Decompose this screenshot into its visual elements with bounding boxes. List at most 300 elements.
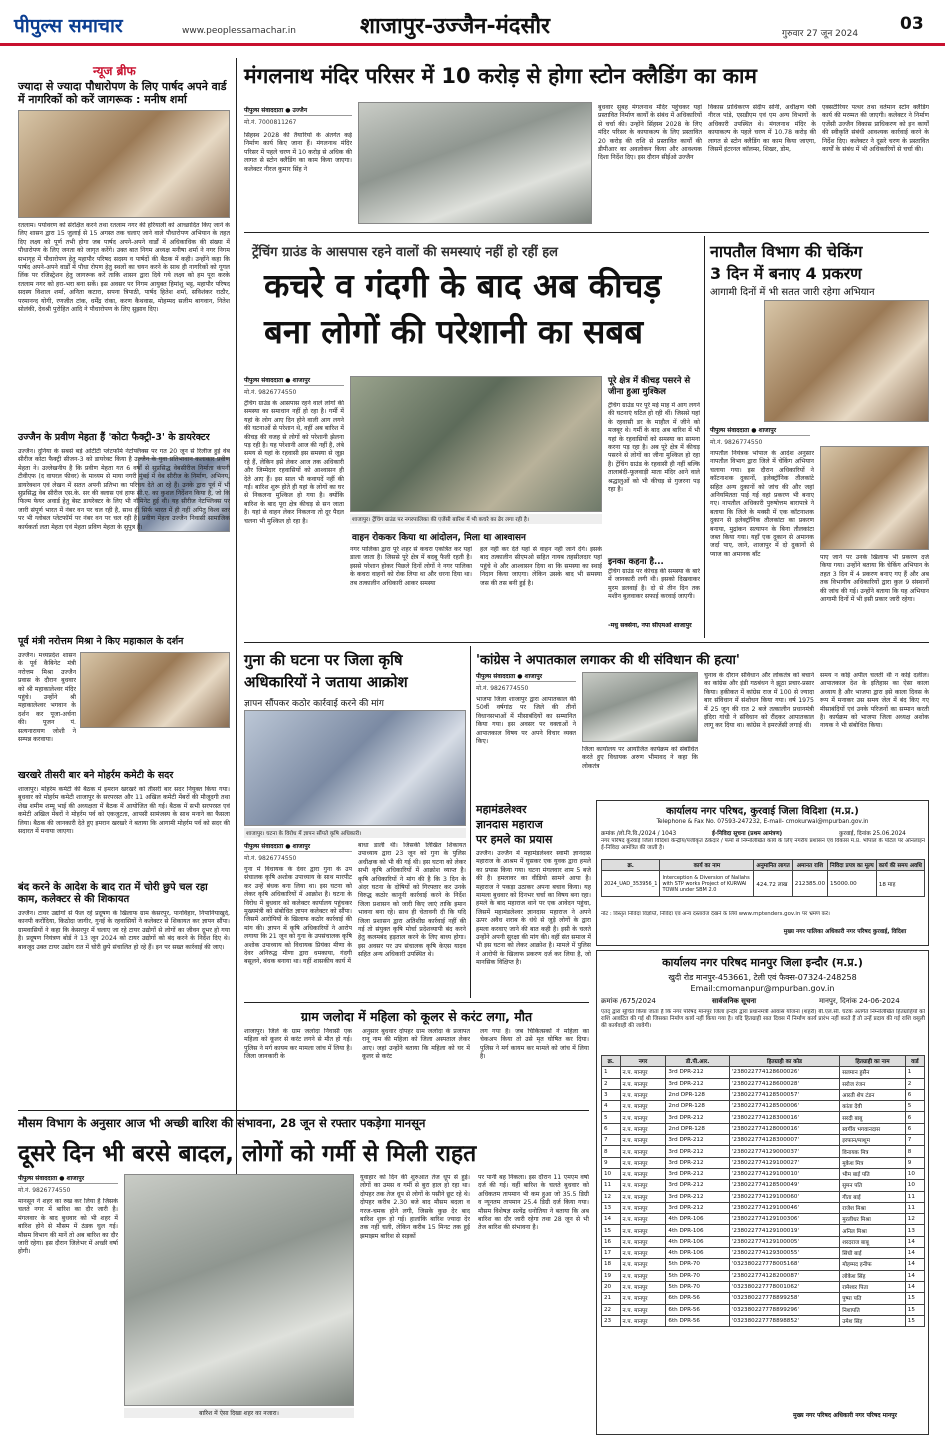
table-cell: 15 [602, 1225, 621, 1236]
story-cooler [244, 1002, 589, 1106]
table-cell: स्वर्गीय भगवानदास [840, 1123, 906, 1134]
trenching-quote-body: ट्रेंचिंग ग्राउंड पर कीचड़ की समस्या के बारे में जानकारी लगी थी। इसको दिखवाकर मुरम डलवाई है। दो से तीन दिन तक मशीन बुलवाकर सफाई करवाई जाएगी। [608, 568, 700, 601]
weather-col-2: युवाहार को दिन की शुरुआत तेज धूप से हुई। लोगों का उमस व गर्मी से बुरा हाल हो रहा था। दोपहर तक तेज धूप से लोगों के पसीने छूट रहे थे। दोपहर करीब 2.30 बजे बाद मौसम बदला व गरज-चमक होने लगी, जिसके कुछ देर बाद बारिश शुरू हो गई। हालांकि बारिश ज्यादा देर तक नहीं चली, लेकिन करीब 15 मिनट तक हुई झमाझम बारिश से सड़कों [360, 1174, 470, 1240]
table-row [602, 1248, 925, 1259]
weather-col-1: मानसून ने शहर का रुख कर लिया है जिसके चलते नगर में बारिश का दौर जारी है। मंगलवार के बाद बुधवार को भी शहर में बारिश होने से मौसम में ठंडक घुल गई। मौसम विभाग की मानें तो अब बारिश का दौर जारी रहेगा। इस दौरान जिलेभर में अच्छी वर्षा होगी। [18, 1198, 118, 1256]
table-cell: 23 [602, 1315, 621, 1326]
column-divider [470, 646, 471, 998]
table-cell: 6 [905, 1089, 924, 1100]
congress-col-3: समय न कोई अपील चलती थी न कोई दलील। आपातकाल देश के इतिहास का ऐसा काला अध्याय है और भाजपा द्वारा इसे काला दिवस के रूप में मनाकर उस समय जेल में बंद किए गए मीसाबंदियों एवं उनके परिजनों का सम्मान करती है। कार्यक्रम को भाजपा जिला अध्यक्ष अशोक नायक ने भी संबोधित किया। [820, 672, 929, 730]
table-cell: न.प. मानपुर [620, 1270, 666, 1281]
table-cell: अनिल मिश्रा [840, 1225, 906, 1236]
kurwai-th: क्र. [602, 860, 660, 871]
table-cell: 15 [905, 1293, 924, 1304]
guna-photo-caption: शाजापुर। घटना के विरोध में ज्ञापन सौंपते कृषि अधिकारी। [244, 828, 466, 838]
manpur-th: हितग्राही का कोड [729, 1056, 839, 1067]
table-cell: '238022774128600028' [729, 1078, 839, 1089]
table-cell: '032380227778001062' [729, 1281, 839, 1292]
table-row [602, 1157, 925, 1168]
trenching-photo [350, 376, 602, 512]
table-row [602, 1225, 925, 1236]
brief-3-photo [80, 652, 230, 728]
table-cell: न.प. मानपुर [620, 1304, 666, 1315]
guna-mobile: मो.नं. 9826774550 [244, 855, 297, 862]
table-cell: 2 [905, 1078, 924, 1089]
website: www.peoplessamachar.in [182, 26, 296, 36]
guna-subhead: ज्ञापन सौंपकर कठोर कार्रवाई करने की मांग [244, 699, 384, 709]
table-cell: '238022774128000016' [729, 1123, 839, 1134]
table-cell: 2nd DPR-128 [666, 1089, 729, 1100]
table-cell: न.प. मानपुर [620, 1248, 666, 1259]
column-divider [704, 236, 705, 638]
naptol-headline-1: नापतौल विभाग की चेकिंग [710, 242, 863, 261]
brief-5-body: उज्जैन। टायर उद्योगों से फैल रहे प्रदूषण के खिलाफ ग्राम केसरपुर, पानविहार, निपानियाखुर्द, कानपी करोंदिया, किठोदा जागीर, गुनई के रहवासियों ने कलेक्टर से शिकायत कर ज्ञापन सौंपा। ग्रामवासियों ने कहा कि केसरपुर में चलाए जा रहे टायर उद्योगों से लोगों का जीवन दूभर हो गया है। प्रदूषण नियंत्रण बोर्ड ने 13 जून 2024 को टायर उद्योगों को बंद करने के निर्देश दिए थे। बावजूद उक्त टायर उद्योग रात में चोरी छुपे संचालित हो रहे हैं। इन पर सख्त कार्रवाई की जाए। [18, 910, 230, 951]
naptol-subhead: आगामी दिनों में भी सतत जारी रहेगा अभियान [710, 287, 875, 298]
table-cell: पुष्पा पति [840, 1293, 906, 1304]
table-cell: 17 [602, 1248, 621, 1259]
table-cell: सरोज रंजन [840, 1078, 906, 1089]
section-rule [244, 642, 929, 643]
table-cell: आरती शेप टंडन [840, 1089, 906, 1100]
manpur-title: कार्यालय नगर परिषद मानपुर जिला इन्दौर (म.प्र.) [662, 956, 863, 969]
manpur-th: नगर [620, 1056, 666, 1067]
table-cell: 7 [602, 1135, 621, 1146]
manpur-signature: मुख्य नगर परिषद अधिकारी नगर परिषद मानपुर [793, 1412, 897, 1419]
weather-photo [124, 1174, 354, 1406]
table-cell: 21 [602, 1293, 621, 1304]
mangalnath-photo [358, 102, 592, 224]
table-cell: न.प. मानपुर [620, 1191, 666, 1202]
table-cell: न.प. मानपुर [620, 1101, 666, 1112]
table-cell: '238022774128300007' [729, 1135, 839, 1146]
table-cell: 10 [602, 1168, 621, 1179]
manpur-th: डी.पी.आर. [666, 1056, 729, 1067]
table-cell: '032380227778005168' [729, 1259, 839, 1270]
kurwai-th: कार्य की समय अवधि [876, 860, 924, 871]
table-cell: 18 [602, 1259, 621, 1270]
table-cell: 7 [905, 1135, 924, 1146]
tender-kurwai [596, 800, 929, 946]
table-row [602, 1259, 925, 1270]
table-cell: न.प. मानपुर [620, 1067, 666, 1078]
table-row [602, 1281, 925, 1292]
mangalnath-col-3: विकास प्राधिकरण संदीप सोनी, अधीक्षण यंत्री नीरज पांडे, एसडीएम एवं एम अन्य विभागों के अधिकारी उपस्थित थे। मंगलनाथ मंदिर के कायाकल्प के पहले चरण में 10.78 करोड़ की लागत से स्टोन क्लैडिंग का काम किया जाएगा, जिसमें इंटरनल कॉलम्स, शिखर, डोम, [708, 104, 816, 154]
cooler-headline: ग्राम जलोदा में महिला को कूलर से करंट लगा, मौत [300, 1009, 533, 1024]
table-cell: 3rd DPR-212 [666, 1191, 729, 1202]
story-naptol [710, 236, 929, 638]
table-cell: 6th DPR-56 [666, 1315, 729, 1326]
table-cell: 4th DPR-106 [666, 1214, 729, 1225]
guna-headline-1: गुना की घटना पर जिला कृषि [244, 651, 403, 669]
table-cell: 5 [602, 1112, 621, 1123]
table-cell: 9 [602, 1157, 621, 1168]
brief-3-body: उज्जैन। मध्यप्रदेश शासन के पूर्व कैबिनेट मंत्री नरोत्तम मिश्रा उज्जैन प्रवास के दौरान बुधवार को श्री महाकालेश्वर मंदिर पहुंचे। उन्होंने श्री महाकालेश्वर भगवान के दर्शन कर पूजा-अर्चना की। पूजन पं. सत्यनारायण जोशी ने सम्पन्न करवाया। [18, 652, 76, 744]
table-cell: 12 [905, 1214, 924, 1225]
table-cell: 20 [602, 1281, 621, 1292]
brief-4-body: शाजापुर। मोहर्रम कमेटी की बैठक में इमरान खरखरे को तीसरी बार सदर नियुक्त किया गया। बुधवार को मोहर्रम कमेटी शाजापुर के सरपरस्त और 11 अखिल कमेटी मेंबरों की मौजूदगी तथा शेख शमीम शम्मू भाई की अध्यक्षता में बैठक में आयोजित की गई। बैठक में सभी सरपरस्त एवं कमेटी अखिल मेंबरों ने मोहर्रम पर्व को एकजुटता, आपसी सामंजस्य के साथ मनाने का फैसला लिया। बैठक की जानकारी देते हुए इमरान खरखरे ने बताया कि आगामी मोहर्रम पर्व को सदर की सदारत में मनाया जाएगा। [18, 786, 230, 836]
brief-4-headline: खरखरे तीसरी बार बने मोहर्रम कमेटी के सदर [18, 770, 174, 781]
weather-col-3: पर पानी बह निकला। इस दौरान 11 एमएम वर्षा दर्ज की गई। वहीं बारिश के चलते बुधवार को अधिकतम तापमान भी कम हुआ जो 35.5 डिग्री व न्यूनतम तापमान 25.4 डिग्री दर्ज किया गया। मौसम विशेषज्ञ सत्येंद्र धनोतिया ने बताया कि अब बारिश का दौर जारी रहेगा तथा 28 जून से भी तेज बारिश की संभावना है। [478, 1174, 589, 1232]
table-cell: 5th DPR-70 [666, 1259, 729, 1270]
guna-col-1: गुना में विधायक के देवर द्वारा गुना के उप संचालक कृषि अशोक उपाध्याय के साथ मारपीट कर उन्हें बंधक बना लिया था। इस घटना को लेकर कृषि अधिकारियों में आक्रोश है। घटना के विरोध में बुधवार को कलेक्टर कार्यालय पहुंचकर मुख्यमंत्री को संबोधित ज्ञापन कलेक्टर को सौंपा। जिसमें आरोपियों के खिलाफ कठोर कार्रवाई की मांग की। ज्ञापन में कृषि अधिकारियों ने आरोप लगाया कि 21 जून को गुना के उपसंचालक कृषि अशोक उपाध्याय को विधायक प्रियंका मीणा के देवर अनिरुद्ध मीणा द्वारा धमकाया, गंदगी बसूलने, बंधक बनाया था। यहीं शासकीय कार्य में [244, 866, 352, 966]
congress-headline: 'कांग्रेस ने अपातकाल लगाकर की थी संविधान की हत्या' [476, 653, 740, 668]
table-row [602, 1089, 925, 1100]
table-cell: 11 [602, 1180, 621, 1191]
masthead [0, 0, 945, 46]
brief-5-headline: बंद करने के आदेश के बाद रात में चोरी छुपे चल रहा काम, कलेक्टर से की शिकायत [18, 882, 208, 905]
mangalnath-col-4: एक्सटीरियर पत्थर तथा वर्तमान स्टोन क्लैडिंग कार्य की मरम्मत की जाएगी। कलेक्टर ने निर्माण एजेंसी उज्जैन विकास प्राधिकरण को इन कार्यों की स्वीकृति संबंधी आवश्यक कार्रवाई करने के निर्देश दिए। कलेक्टर ने दूसरे चरण के प्रस्तावित कार्यों के संबंध में भी अधिकारियों से चर्चा की। [822, 104, 929, 154]
table-cell: न.प. मानपुर [620, 1225, 666, 1236]
table-cell: 22 [602, 1304, 621, 1315]
table-cell: 6th DPR-56 [666, 1293, 729, 1304]
table-cell: 11 [905, 1202, 924, 1213]
section-title: शाजापुर-उज्जैन-मंदसौर [360, 14, 551, 39]
kurwai-td: Interception & Diversion of Nallahs with STP works Project of KURWAI TOWN under SBM 2.0 [660, 871, 754, 897]
manpur-th: क्र. [602, 1056, 621, 1067]
naptol-col-2: पाए जाने पर उनके खिलाफ भी प्रकरण दर्ज किया गया। उन्होंने बताया कि चेकिंग अभियान के तहत 3 दिन में 4 प्रकरण बनाए गए हैं और अब तक विभागीय अधिकारियों द्वारा कुल 9 संस्थानों की जांच की गई। उन्होंने बताया कि यह अभियान आगामी दिनों में भी इसी प्रकार जारी रहेगा। [820, 554, 929, 604]
story-mangalnath [244, 58, 929, 226]
weather-byline: पीपुल्स संवाददाता ● शाजापुर [18, 1174, 118, 1184]
table-cell: सुमन पति [840, 1180, 906, 1191]
table-cell: 4th DPR-106 [666, 1248, 729, 1259]
guna-col-2: बाधा डाली थी। जिसकी लिखित शिकायत उपाध्याय द्वारा 23 जून को गुना के पुलिस अधीक्षक को भी की गई थी। इस घटना को लेकर सभी कृषि अधिकारियों में आक्रोश व्याप्त है। कृषि अधिकारियों ने मांग की है कि 3 दिन के अंदर घटना के दोषियों को गिरफ्तार कर उनके विरुद्ध कठोर कानूनी कार्रवाई करने के निर्देश जिला प्रशासन को जारी किए जाएं ताकि इमान भावना बना रहे। साथ ही चेतावनी दी कि यदि जिला प्रशासन द्वारा अतिशीघ्र कार्रवाई नहीं की गई तो संयुक्त कृषि मोर्चा प्रदेशव्यापी बंद करने हेतु कलमबंद हड़ताल करने के लिए बाध्य होगा। इस अवसर पर उप संचालक कृषि केएस यादव सहित अन्य अधिकारी उपस्थित थे। [358, 842, 466, 959]
table-cell: कांता देवी [840, 1101, 906, 1112]
table-cell: 1 [905, 1067, 924, 1078]
table-cell: 14 [602, 1214, 621, 1225]
table-cell: न.प. मानपुर [620, 1112, 666, 1123]
table-cell: 14 [905, 1259, 924, 1270]
table-cell: 15 [905, 1304, 924, 1315]
table-row [602, 1168, 925, 1179]
date: गुरुवार 27 जून 2024 [782, 29, 859, 39]
table-cell: 4 [602, 1101, 621, 1112]
cooler-col-3: लग गया है। जब चिकित्सकों ने महिला का चेकअप किया तो उसे मृत घोषित कर दिया। पुलिस ने मर्ग कायम कर मामले को जांच में लिया है। [480, 1028, 589, 1061]
maharaj-headline-2: ज्ञानदास महाराज [476, 818, 543, 831]
table-cell: 3rd DPR-212 [666, 1135, 729, 1146]
table-cell: न.प. मानपुर [620, 1214, 666, 1225]
trenching-sub-col-1: नगर पालिका द्वारा पूरे शहर से कचरा एकत्रित कर यहां डाला जाता है। जिससे पूरे क्षेत्र में बदबू फैली रहती है। इससे परेशान होकर पिछले दिनों लोगों ने नगर पालिका के कचरा वाहनों को रोक लिया था और धरना दिया था। तब तत्कालीन अधिकारी आकर समस्या [350, 546, 472, 587]
weather-headline: दूसरे दिन भी बरसे बादल, लोगों को गर्मी से मिली राहत [18, 1141, 477, 1167]
naptol-headline-2: 3 दिन में बनाए 4 प्रकरण [710, 264, 862, 283]
table-row [602, 1067, 925, 1078]
kurwai-date: कुरवाई, दिनांक 25.06.2024 [839, 831, 906, 837]
manpur-address: खुदी रोड मानपुर-453661, टेली एवं फैक्स-07324-248258 [668, 973, 857, 982]
column-divider [236, 58, 237, 1208]
table-cell: 3rd DPR-212 [666, 1180, 729, 1191]
mangalnath-col-2: बुधवार सुबह मंगलनाथ मंदिर पहुंचकर यहां प्रस्तावित निर्माण कार्यों के संबंध में अधिकारियों से चर्चा की। उन्होंने सिंहस्थ 2028 के लिए मंदिर परिसर के कायाकल्प के लिए प्रस्तावित 20 करोड़ की राशि से प्रस्तावित कार्यों की डीपीआर का अवलोकन किया और आवश्यक दिशा निर्देश दिए। इस दौरान सीईओ उज्जैन [598, 104, 702, 162]
table-cell: 6th DPR-56 [666, 1304, 729, 1315]
table-cell: 4th DPR-106 [666, 1225, 729, 1236]
table-cell: गीता बाई [840, 1191, 906, 1202]
table-cell: 2nd DPR-128 [666, 1123, 729, 1134]
manpur-th: वार्ड [905, 1056, 924, 1067]
trenching-side-body: ट्रेंचिंग ग्राउंड पर पूरे मई माह में आग लगने की घटनाएं घटित हो रही थीं। जिससे यहां के रहवासी डर के माहौल में जीने को मजबूर थे। गर्मी के बाद अब बारिश में भी यहां के रहवासियों को समस्या का सामना करना पड़ रहा है। अब पूरे क्षेत्र में कीचड़ पसरने से लोगों का जीना मुश्किल हो रहा है। ट्रेंचिंग ग्राउंड के रहवासी ही नहीं बल्कि तालाबंदी-फूलवाड़ी माता मंदिर आने वाले श्रद्धालुओं को भी कीचड़ से गुजरना पड़ रहा है। [608, 402, 700, 494]
table-cell: 3rd DPR-212 [666, 1112, 729, 1123]
table-row [602, 1315, 925, 1326]
table-cell: मोहम्मद हनीफ [840, 1259, 906, 1270]
naptol-photo-2 [820, 446, 929, 550]
table-cell: '238022774129100010' [729, 1168, 839, 1179]
table-cell: 5th DPR-70 [666, 1270, 729, 1281]
section-rule [18, 1110, 589, 1111]
kurwai-ref: क्रमांक /लो.नि.वि./2024 / 1043 [601, 831, 677, 837]
brief-2-headline: उज्जैन के प्रवीण मेहता हैं 'कोटा फैक्ट्री-3' के डायरेक्टर [18, 432, 210, 443]
table-cell: '238022774128200087' [729, 1270, 839, 1281]
table-cell: 13 [602, 1202, 621, 1213]
table-cell: '032380227778899258' [729, 1293, 839, 1304]
table-cell: न.प. मानपुर [620, 1236, 666, 1247]
table-row [602, 1078, 925, 1089]
maharaj-body: उज्जैन। उज्जैन में महामंडलेश्वर स्वामी ज्ञानदास महाराज के आश्रम में घुसकर एक युवक द्वारा हमले का प्रयास किया गया। घटना मंगलवार शाम 5 बजे की है। हमलावर का वीडियो सामने आया है। महाराज ने पकड़ा उठाकर अपना बचाव किया। यह मामला बुधवार को दिनभर चर्चा का विषय बना रहा। हमले के बाद महाराज थाने पर एक आवेदन पहुंचा, जिसमें महामंडलेश्वर ज्ञानदास महाराज ने अपने ऊपर अवैध शराब के धंधे से जुड़े लोगों के द्वारा हमला करवाए जाने की बात कही है। इसी के चलते उन्होंने अपनी सुरक्षा की मांग की। वहीं संत समाज में भी इस घटना को लेकर आक्रोश है। मामले में पुलिस ने आरोपी के खिलाफ प्रकरण दर्ज कर लिया है, जो मानसिक विक्षिप्त है। [476, 850, 591, 967]
brief-1-photo [18, 110, 230, 218]
manpur-ref: क्रमांक /675/2024 [601, 997, 656, 1005]
table-cell: 5th DPR-70 [666, 1281, 729, 1292]
manpur-th: हितग्राही का नाम [840, 1056, 906, 1067]
table-cell: 14 [905, 1236, 924, 1247]
kurwai-td: 424.72 लाख [754, 871, 792, 897]
logo: पीपुल्स समाचार [14, 15, 123, 37]
table-cell: न.प. मानपुर [620, 1281, 666, 1292]
kurwai-body: नगर परिषद कुरवाई जिला विदिशा केन्द्रीय/पंजीकृत ठेकेदार / फर्मों से निम्नलिखित कार्य के लिए नगरीय प्रशासन एवं विकास म.प्र. भोपाल के पोर्टल पर ऑनलाइन ई-निविदा आमंत्रित की जाती है। [601, 838, 925, 851]
table-cell: 3rd DPR-212 [666, 1202, 729, 1213]
table-cell: सिंधी बाई [840, 1248, 906, 1259]
table-row [602, 1101, 925, 1112]
table-cell: '238022774129300055' [729, 1248, 839, 1259]
table-cell: '238022774129100046' [729, 1202, 839, 1213]
table-row [602, 1214, 925, 1225]
table-cell: न.प. मानपुर [620, 1123, 666, 1134]
manpur-email: Email:cmomanpur@mpurban.gov.in [690, 984, 835, 993]
kurwai-th: अनुमानित लागत [754, 860, 792, 871]
notice-manpur [596, 950, 929, 1435]
mangalnath-headline: मंगलनाथ मंदिर परिसर में 10 करोड़ से होगा स्टोन क्लैडिंग का काम [244, 64, 757, 88]
table-cell: न.प. मानपुर [620, 1293, 666, 1304]
table-cell: 4th DPR-106 [666, 1236, 729, 1247]
table-cell: 19 [602, 1270, 621, 1281]
table-cell: '238022774128300016' [729, 1112, 839, 1123]
section-rule [244, 1002, 589, 1003]
kurwai-th: निविदा प्रपत्र का मूल्य [828, 860, 877, 871]
congress-photo-caption: जिला कार्यालय पर आयोजित कार्यक्रम को संबोधित करते हुए विधायक अरुण भीमावद ने कहा कि लोकतंत्र [582, 746, 698, 770]
table-cell: 6 [905, 1112, 924, 1123]
brief-2-body: उज्जैन। दुनिया के सबसे बड़े ओटीटी प्लेटफॉर्म नेटफ्लिक्स पर गत 20 जून से रिलीज हुई वेब सीरीज कोटा फैक्ट्री सीजन-3 को डायरेक्ट किया है उज्जैन के युवा प्रतिभावान कलाकार प्रवीण मेहता ने। उल्लेखनीय है कि प्रवीण मेहता गत 6 वर्षों से सुप्रसिद्ध वेबसीरीज निर्माता कंपनी टीवीएफ (द वायरल फीवर) के माध्यम से माया नगरी मुंबई में वेब सीरीज के निर्माण, अभिनय, डायरेक्शन एवं लेखन में सतत अपनी प्रतिभा का परिचय देते आ रहे हैं। उनके द्वारा पूर्व में भी सुप्रसिद्ध वेब सीरीज एस.के. सर की क्लास एवं हाफ सी.ए. का कुशल निर्देशन किया है, जो कि फिल्म फेयर अवार्ड हेतु बेस्ट डायरेक्टर के लिए भी नॉमिनेट हुई थी। यह सीरीज नेटफ्लिक्स पर जारी संपूर्ण भारत में नंबर वन पर चल रही है, साथ ही सिर्फ भारत में ही नहीं अपितु विश्व स्तर पर भी ग्लोबल प्लेटफॉर्म पर नंबर वन पर चल रही है। प्रवीण मेहता उज्जैन निवासी सामाजिक कार्यकर्ता लता मेहता एवं मेहता प्रविण मेहता के सुपुत्र हैं। [18, 448, 230, 531]
naptol-mobile: मो.नं. 9826774550 [710, 439, 763, 446]
story-trenching [244, 236, 700, 638]
naptol-col-1: नापतौल नियंत्रक भोपाल के आदेश अनुसार नापतौल विभाग द्वारा जिले में चेकिंग अभियान चलाया गया। इस दौरान अधिकारियों ने कॉटनाशक दुकानों, इलेक्ट्रॉनिक तौलकांटे सहित अन्य दुकानों को जांच की और जहां अनियमितता पाई गई वहां प्रकरण भी बनाए गए। नापतौल अधिकारी पुरुषोत्तम बारापात्रे ने बताया कि जिले के मक्सी में एक कॉटनाशक दुकान से इलेक्ट्रॉनिक तौलकांटा का प्रकरण बनाया, मुद्रांकन सत्यापन के बिना तौलकांटा जब्त किया गया। यहाँ एक दुकान से अमानक जर्दा पाए, जाने, शाजापुर में दो दुकानों से प्याज का अमानक बाँट [710, 450, 814, 558]
maharaj-headline-1: महामंडलेश्वर [476, 803, 527, 816]
news-brief-column [18, 58, 230, 1208]
kurwai-note: नोट : विस्तृत निविदा विज्ञप्ति, निविदा एवं अन्य दस्तावेज देखने के लिये www.mptenders.gov.in पर भ्रमण करें। [601, 911, 830, 917]
table-cell: न.प. मानपुर [620, 1078, 666, 1089]
weather-mobile: मो.नं. 9826774550 [18, 1187, 71, 1194]
table-cell: '238022774129000037' [729, 1146, 839, 1157]
manpur-date: मानपुर, दिनांक 24-06-2024 [819, 997, 900, 1005]
table-cell: '238022774129100306' [729, 1214, 839, 1225]
table-cell: न.प. मानपुर [620, 1315, 666, 1326]
weather-kicker: मौसम विभाग के अनुसार आज भी अच्छी बारिश की संभावना, 28 जून से रफ्तार पकड़ेगा मानसून [18, 1116, 426, 1130]
table-row [602, 1112, 925, 1123]
mangalnath-byline: पीपुल्स संवाददाता ● उज्जैन [244, 106, 352, 116]
manpur-sub: सार्वजनिक सूचना [712, 997, 757, 1005]
cooler-col-1: शाजापुर। जिले के ग्राम जलोदा निवासी एक महिला को कूलर से करंट लगने से मौत हो गई। पुलिस ने मर्ग कायम कर मामला जांच में लिया है। जिला जानकारी के [244, 1028, 352, 1061]
congress-col-2: चुनाव के दौरान संविधान और लोकतंत्र को बचाने का कांग्रेस और इंडी गठबंधन ने झूठा प्रचार-प्रसार किया। हकीकत में कांग्रेस राज में 100 से ज्यादा बार संविधान में संशोधन किया गया। वर्ष 1975 में 25 जून की रात 2 बजे तत्कालीन प्रधानमंत्री इंदिरा गांधी ने संविधान को रौंदकर आपातकाल लागू कर दिया था। कांग्रेस ने इमरजेंसी लगाई थी। [704, 672, 814, 730]
trenching-headline-1: कचरे व गंदगी के बाद अब कीचड़ [264, 266, 662, 305]
section-rule [244, 232, 929, 233]
table-cell: 3rd DPR-212 [666, 1067, 729, 1078]
table-row [602, 1135, 925, 1146]
table-cell: न.प. मानपुर [620, 1089, 666, 1100]
table-cell: रामेश्वर पिता [840, 1281, 906, 1292]
kurwai-sub: ई-निविदा सूचना (प्रथम आमंत्रण) [712, 831, 783, 837]
manpur-body: एतद् द्वारा सूचित किया जाता है कि नगर परिषद मानपुर जिला इन्दौर द्वारा प्रधानमंत्री आवास योजना (शहरी) बी.एल.सी. घटक अंतर्गत निम्नलिखित हितग्राहियों को राशि आवंटित की गई थी जिसका निर्माण कार्य नहीं किया गया है। यदि हितग्राही सात दिवस में निर्माण कार्य प्रारंभ नहीं करते हैं तो उन्हें प्रदाय की गई राशि वसूली की कार्यवाही की जावेगी। [601, 1009, 925, 1030]
story-weather [18, 1110, 589, 1435]
story-maharaj [476, 800, 591, 998]
table-cell: 2nd DPR-128 [666, 1101, 729, 1112]
table-cell: 14 [905, 1270, 924, 1281]
cooler-col-2: अनुसार बुधवार दोपहर ग्राम जलोदा के प्रजापत रानू नाम की महिला को जिला अस्पताल लेकर आए। जहां उन्होंने बताया कि महिला को घर में कूलर से करंट [362, 1028, 470, 1061]
trenching-quote-headline: इनका कहना है... [608, 557, 664, 567]
table-cell: 8 [905, 1146, 924, 1157]
table-cell: मुरलीधर मिश्रा [840, 1214, 906, 1225]
guna-photo [244, 710, 466, 826]
table-row [602, 1202, 925, 1213]
congress-photo [582, 672, 698, 742]
table-cell: '238022774128500049' [729, 1180, 839, 1191]
table-cell: 3rd DPR-212 [666, 1168, 729, 1179]
table-cell: इरफान/माशूम [840, 1135, 906, 1146]
kurwai-td: 2024_UAD_353956_1 [602, 871, 660, 897]
kurwai-signature: मुख्य नगर पालिका अधिकारी नगर परिषद कुरवाई, विदिशा [783, 929, 907, 935]
naptol-byline: पीपुल्स संवाददाता ● शाजापुर [710, 426, 810, 436]
table-cell: न.प. मानपुर [620, 1180, 666, 1191]
table-cell: 10 [905, 1168, 924, 1179]
page-number: 03 [900, 14, 924, 34]
table-cell: '032380227778899296' [729, 1304, 839, 1315]
kurwai-th: अमानत राशि [792, 860, 827, 871]
congress-byline: पीपुल्स संवाददाता ● शाजापुर [476, 672, 576, 682]
kurwai-td: 15000.00 [828, 871, 877, 897]
naptol-photo-1 [764, 300, 929, 422]
table-cell: सरदी बाबू [840, 1112, 906, 1123]
kurwai-td: 212385.00 [792, 871, 827, 897]
trenching-photo-caption: शाजापुर। ट्रेंचिंग ग्राउंड पर नगरपालिका की एजेंसी बारिश में भी कचरे का ढेर लगा रही है। [350, 514, 602, 524]
table-cell: 11 [905, 1191, 924, 1202]
congress-col-1: भाजपा जिला शाजापुर द्वारा आपातकाल की 50वीं वर्षगांठ पर जिले की तीनों विधानसभाओं में मीसाबंदियों का सम्मानित किया गया। इस अवसर पर वक्ताओं ने आपातकाल विषय पर अपने विचार व्यक्त किए। [476, 696, 576, 746]
table-cell: 12 [602, 1191, 621, 1202]
trenching-headline-2: बना लोगों की परेशानी का सबब [264, 312, 644, 351]
table-cell: 13 [905, 1225, 924, 1236]
trenching-byline: पीपुल्स संवाददाता ● शाजापुर [244, 376, 344, 386]
table-cell: राजेश मिश्रा [840, 1202, 906, 1213]
table-cell: न.प. मानपुर [620, 1168, 666, 1179]
table-cell: '238022774128500057' [729, 1089, 839, 1100]
table-cell: 3 [602, 1089, 621, 1100]
table-cell: '238022774129100060' [729, 1191, 839, 1202]
table-cell: न.प. मानपुर [620, 1202, 666, 1213]
trenching-kicker: ट्रेंचिंग ग्राउंड के आसपास रहने वालों की समस्याएं नहीं हो रहीं हल [252, 245, 558, 260]
maharaj-headline-3: पर हमले का प्रयास [476, 833, 553, 846]
table-cell: भीम बाई पति [840, 1168, 906, 1179]
brief-1-headline: ज्यादा से ज्यादा पौधारोपण के लिए पार्षद अपने वार्ड में नागरिकों को करें जागरूक : मनीष शर्मा [18, 80, 227, 106]
table-cell: '238022774129100027' [729, 1157, 839, 1168]
table-cell: उमेश सिंह [840, 1315, 906, 1326]
table-cell: 3rd DPR-212 [666, 1078, 729, 1089]
table-cell: 15 [905, 1315, 924, 1326]
guna-headline-2: अधिकारियों ने जताया आक्रोश [244, 673, 408, 691]
mangalnath-mobile: मो.नं. 7000811267 [244, 119, 297, 126]
table-row [602, 1123, 925, 1134]
table-cell: '238022774129100019' [729, 1225, 839, 1236]
table-row [602, 1304, 925, 1315]
table-cell: 5 [905, 1101, 924, 1112]
table-cell: 3rd DPR-212 [666, 1146, 729, 1157]
news-brief-label: न्यूज ब्रीफ [93, 64, 136, 78]
story-guna [244, 646, 466, 998]
kurwai-th: कार्य का नाम [660, 860, 754, 871]
brief-1-body: रतलाम। पर्यावरण को संरक्षित करने तथा रतलाम नगर की हरियाली को आच्छादित किए जाने के लिए शासन द्वारा 15 जुलाई से 15 अगस्त तक चलाए जाने वाले पौधारोपण अभियान के तहत दिए लक्ष्य को पूर्ण तभी होगा जब पार्षद अपने-अपने वार्डों में अधिकाधिक की संख्या में पौधारोपण के लिए जनता को जागृत करेंगे। उक्त बात निगम अध्यक्ष मनीषा शर्मा ने नगर निगम सभागृह में पौधारोपण हेतु महापौर परिषद सदस्य व पार्षदों की बैठक में कही। उन्होंने कहा कि पार्षद अपने-अपने वार्डों में पौधा रोपण हेतु स्थलों का चयन करने के साथ ही नागरिकों को गूगल लिंक पर रजिस्ट्रेशन हेतु जागरूक करें ताकि शासन द्वारा दिये गये लक्ष्य को हम पूरा करके रतलाम नगर को हरा-भरा बना सकें। इस अवसर पर निगम आयुक्त हिमांशु भट्ट, महापौर परिषद सदस्य विशाल शर्मा, अनिता कटारा, सपना त्रिपाठी, पार्षद हितेश शर्मा, सविशंकर राठौर, परमानन्द योगी, रणजीत टांक, धर्मेंद्र रांका, करण कैथवास, मोहम्मद सलीम बागवान, नितेश सोलंकी, देवश्री पुरोहित आदि ने पौधारोपण के लिए सुझाव दिए। [18, 222, 230, 314]
kurwai-contact: Telephone & Fax No. 07593-247232, E-mail- cmokurwai@mpurban.gov.in [656, 819, 869, 825]
table-row [602, 1236, 925, 1247]
table-cell: 6 [905, 1123, 924, 1134]
table-cell: 14 [905, 1281, 924, 1292]
table-cell: '238022774128500006' [729, 1101, 839, 1112]
table-row [602, 1270, 925, 1281]
table-cell: मुकेश मित्र [840, 1157, 906, 1168]
table-cell: 9 [905, 1157, 924, 1168]
table-cell: शरदराज बाबू [840, 1236, 906, 1247]
table-cell: '238022774128600026' [729, 1067, 839, 1078]
table-cell: न.प. मानपुर [620, 1157, 666, 1168]
table-cell: न.प. मानपुर [620, 1135, 666, 1146]
kurwai-title: कार्यालय नगर परिषद, कुरवाई जिला विदिशा (म.प्र.) [666, 806, 859, 817]
trenching-body: ट्रेंचिंग ग्राउंड के आसपास रहने वाले लोगों की समस्या का समाधान नहीं हो रहा है। गर्मी में यहां के लोग आए दिन होने वाली आग लगने की घटनाओं से परेशान थे, वहीं अब बारिश में कीचड़ की वजह से लोगों को परेशानी झेलना पड़ रही है। यह परेशानी आज की नहीं है, लंबे समय से यहां के रहवासी इस समस्या से जूझ रहे हैं, लेकिन इसे लेकर आज तक अधिकारी और जिम्मेदार रहवासियों को आश्वासन ही देते आए हैं। इस साल भी कवायदें नहीं की गईं। बारिश शुरू होते ही यहां के लोगों का घर से निकलना मुश्किल हो गया है। क्योंकि बारिश के बाद पूरा क्षेत्र कीचड़ से सन जाता है। यहां से वाहन लेकर निकलना तो दूर पैदल चलना भी मुश्किल हो रहा है। [244, 400, 344, 525]
kurwai-td: 18 माह [876, 871, 924, 897]
guna-byline: पीपुल्स संवाददाता ● शाजापुर [244, 842, 352, 852]
table-cell: निशापति [840, 1304, 906, 1315]
table-cell: 14 [905, 1248, 924, 1259]
table-row [602, 1180, 925, 1191]
table-cell: '238022774129100005' [729, 1236, 839, 1247]
table-cell: सलमान हुसैन [840, 1067, 906, 1078]
manpur-table [601, 1055, 925, 1327]
trenching-sub-col-2: हल नहीं कर देते यहां से वाहन नहीं जाने देंगे। इसके बाद तत्कालीन सीएमओ सहित नायब तहसीलदार यहां पहुंचे थे और आश्वासन दिया था कि समस्या का स्थाई निदान किया जाएगा। लेकिन उसके बाद भी समस्या जस की तस बनी हुई है। [480, 546, 602, 587]
table-cell: 8 [602, 1146, 621, 1157]
story-congress [476, 646, 929, 796]
table-cell: 6 [602, 1123, 621, 1134]
congress-mobile: मो.नं. 9826774550 [476, 685, 529, 692]
trenching-mobile: मो.नं. 9826774550 [244, 389, 297, 396]
weather-photo-caption: बारिश में ऐसा दिखा शहर का नजारा। [124, 1408, 354, 1418]
table-cell: न.प. मानपुर [620, 1146, 666, 1157]
mangalnath-col-1: सिंहस्थ 2028 की तैयारियों के अंतर्गत कई निर्माण कार्य किए जाना हैं। मंगलनाथ मंदिर परिसर में पहले चरण में 10 करोड़ से अधिक की लागत से स्टोन क्लैडिंग का काम किया जाएगा। कलेक्टर नीरज कुमार सिंह ने [244, 132, 352, 173]
table-cell: विनायक मित्र [840, 1146, 906, 1157]
trenching-quote-by: -मधु सक्सेना, नपा सीएमओ शाजापुर [608, 622, 692, 629]
trenching-subhead: वाहन रोककर किया था आंदोलन, मिला था आश्वासन [352, 533, 526, 543]
table-cell: 3rd DPR-212 [666, 1157, 729, 1168]
brief-3-headline: पूर्व मंत्री नरोत्तम मिश्रा ने किए महाकाल के दर्शन [18, 636, 184, 647]
table-cell: लोकेश सिंह [840, 1270, 906, 1281]
table-cell: '032380227778898852' [729, 1315, 839, 1326]
table-cell: 10 [905, 1180, 924, 1191]
trenching-side-headline: पूरे क्षेत्र में कीचड़ पसरने से जीना हुआ मुश्किल [608, 376, 691, 397]
table-row [602, 1146, 925, 1157]
table-cell: न.प. मानपुर [620, 1259, 666, 1270]
table-cell: 1 [602, 1067, 621, 1078]
kurwai-table [601, 859, 925, 897]
table-row [602, 1293, 925, 1304]
table-row [602, 1191, 925, 1202]
table-cell: 16 [602, 1236, 621, 1247]
